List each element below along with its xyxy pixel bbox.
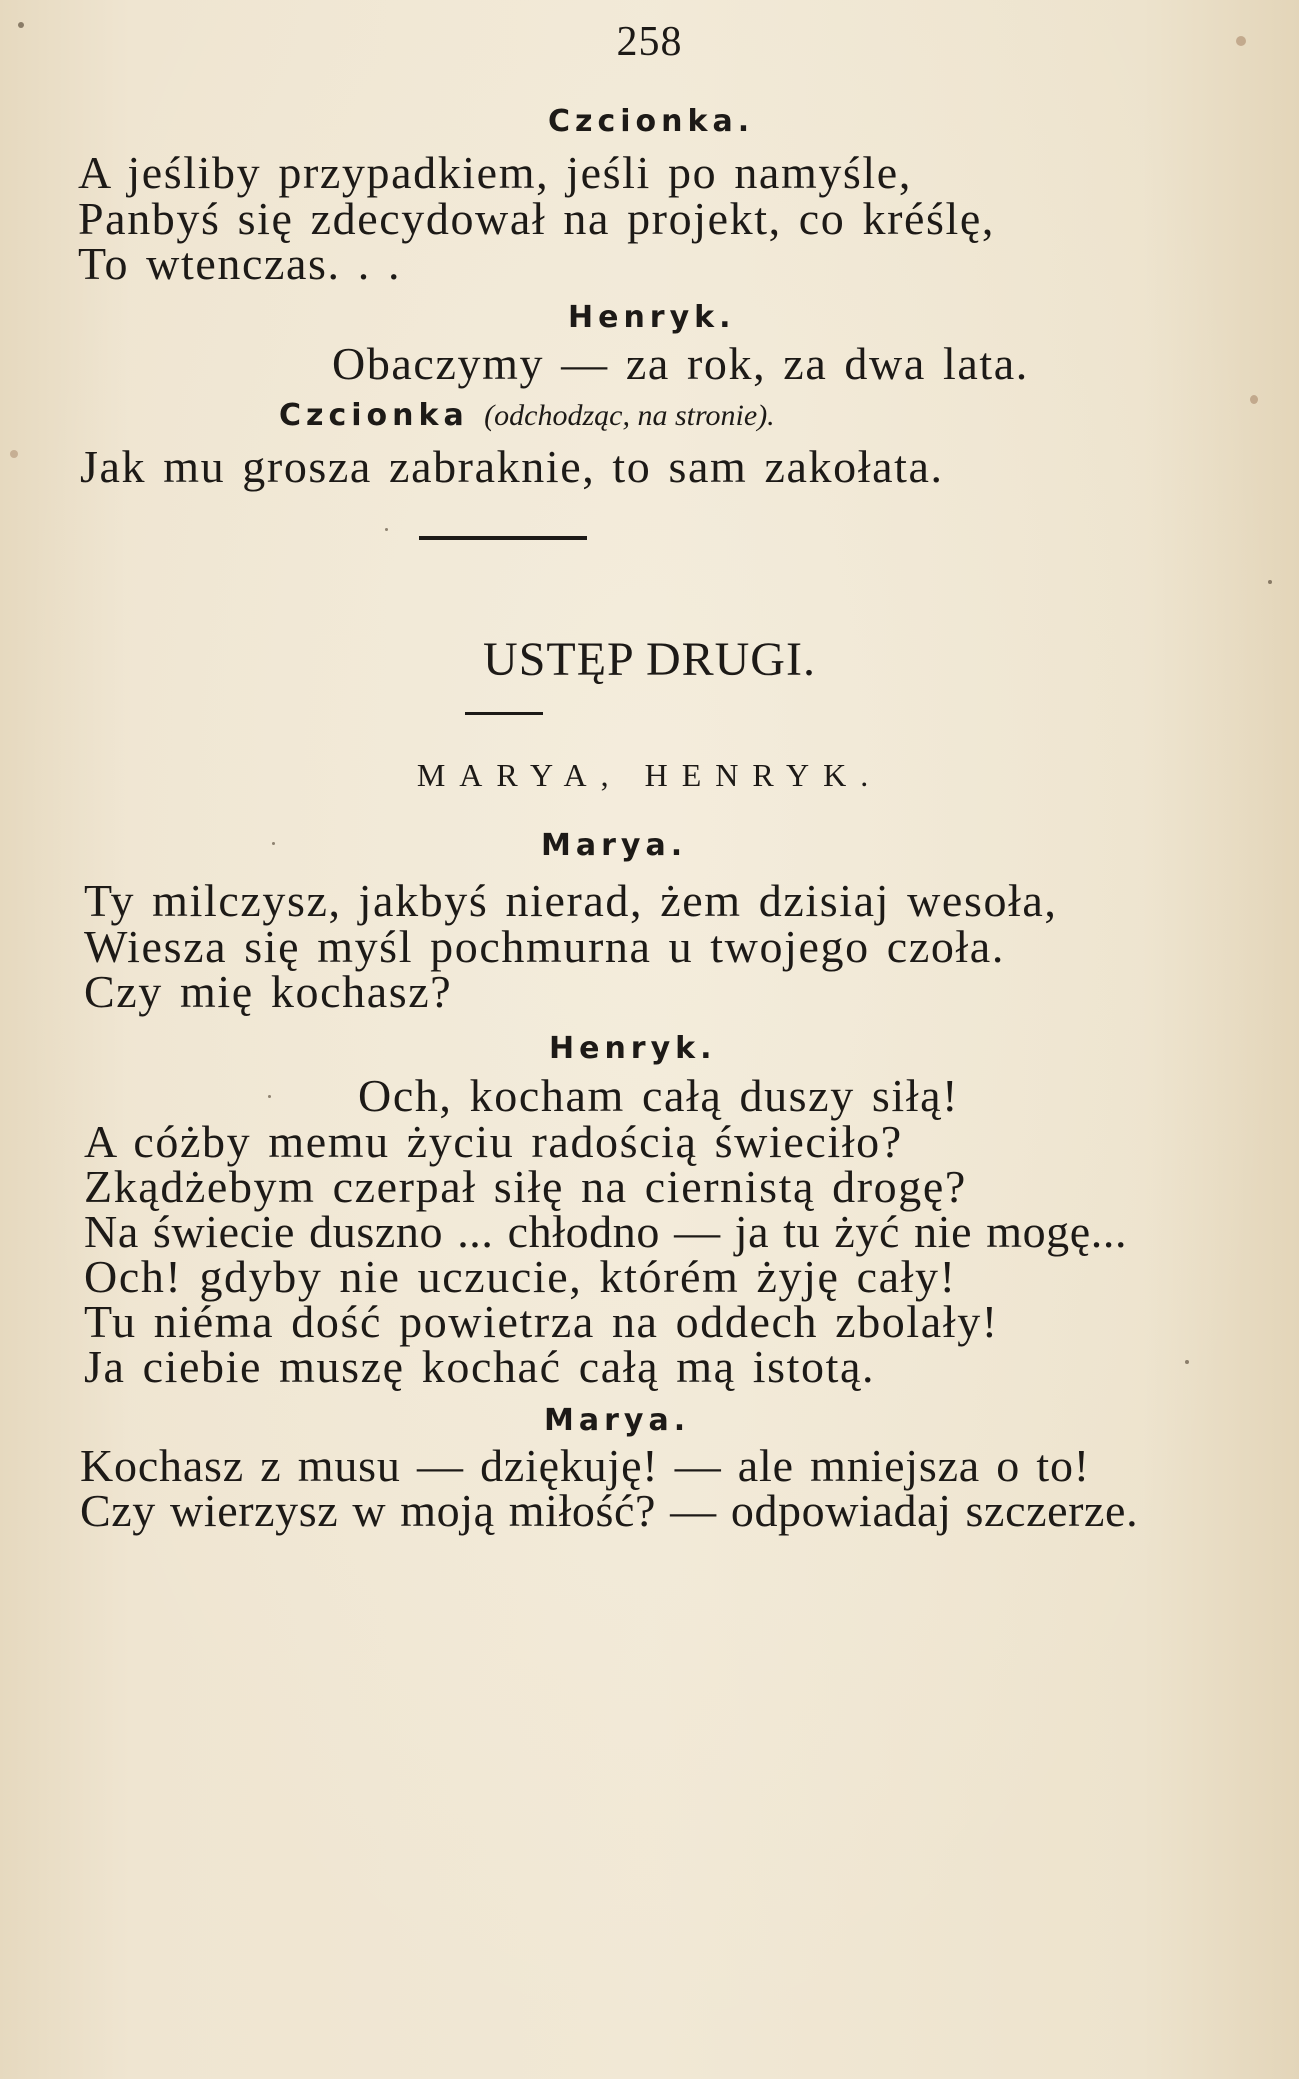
title-underline: [465, 712, 543, 715]
verse-line: Kochasz z musu — dziękuję! — ale mniejsza o to!: [80, 1440, 1090, 1491]
verse-line: Ja ciebie muszę kochać całą mą istotą.: [84, 1341, 876, 1392]
cast-list: MARYA, HENRYK.: [416, 757, 883, 793]
section-divider: [419, 536, 587, 540]
paper-speck: [268, 1095, 271, 1098]
page-number: 258: [616, 19, 683, 65]
verse-line: Wiesza się myśl pochmurna u twojego czoła.: [84, 921, 1005, 972]
verse-line: To wtenczas. . .: [78, 238, 402, 289]
verse-line: A jeśliby przypadkiem, jeśli po namyśle,: [78, 147, 912, 198]
verse-line: Jak mu grosza zabraknie, to sam zakołata.: [80, 441, 944, 492]
stage-direction: (odchodząc, na stronie).: [484, 399, 775, 432]
speaker-marya: Marya.: [541, 828, 688, 863]
speaker-czcionka: [279, 398, 775, 433]
paper-speck: [18, 22, 24, 28]
verse-line: Czy wierzysz w moją miłość? — odpowiadaj szczerze.: [80, 1485, 1139, 1536]
paper-speck: [385, 528, 388, 531]
speaker-henryk: Henryk.: [549, 1031, 717, 1066]
verse-line: A cóżby memu życiu radością świeciło?: [84, 1116, 903, 1167]
paper-speck: [272, 842, 275, 845]
verse-line: Och! gdyby nie uczucie, którém żyję cały!: [84, 1251, 957, 1302]
paper-speck: [1250, 395, 1258, 404]
verse-line: Zkądżebym czerpał siłę na ciernistą drogę?: [84, 1161, 967, 1212]
verse-line: Ty milczysz, jakbyś nierad, żem dzisiaj wesoła,: [84, 875, 1058, 926]
speaker-marya: Marya.: [544, 1403, 691, 1438]
verse-line: Tu niéma dość powietrza na oddech zbolały!: [84, 1296, 999, 1347]
verse-line: Och, kocham całą duszy siłą!: [358, 1070, 960, 1121]
paper-speck: [1185, 1360, 1189, 1364]
paper-speck: [1268, 580, 1272, 584]
verse-line: Na świecie duszno ... chłodno — ja tu żyć nie mogę...: [84, 1206, 1128, 1257]
verse-line: Czy mię kochasz?: [84, 966, 453, 1017]
verse-line: Panbyś się zdecydował na projekt, co kréślę,: [78, 193, 996, 244]
speaker-name: Czcionka: [279, 398, 469, 433]
section-title: USTĘP DRUGI.: [483, 633, 816, 686]
verse-line: Obaczymy — za rok, za dwa lata.: [332, 338, 1029, 389]
paper-speck: [1236, 36, 1246, 46]
paper-speck: [10, 450, 18, 458]
speaker-henryk: Henryk.: [568, 300, 736, 335]
speaker-czcionka: Czcionka.: [548, 104, 755, 139]
